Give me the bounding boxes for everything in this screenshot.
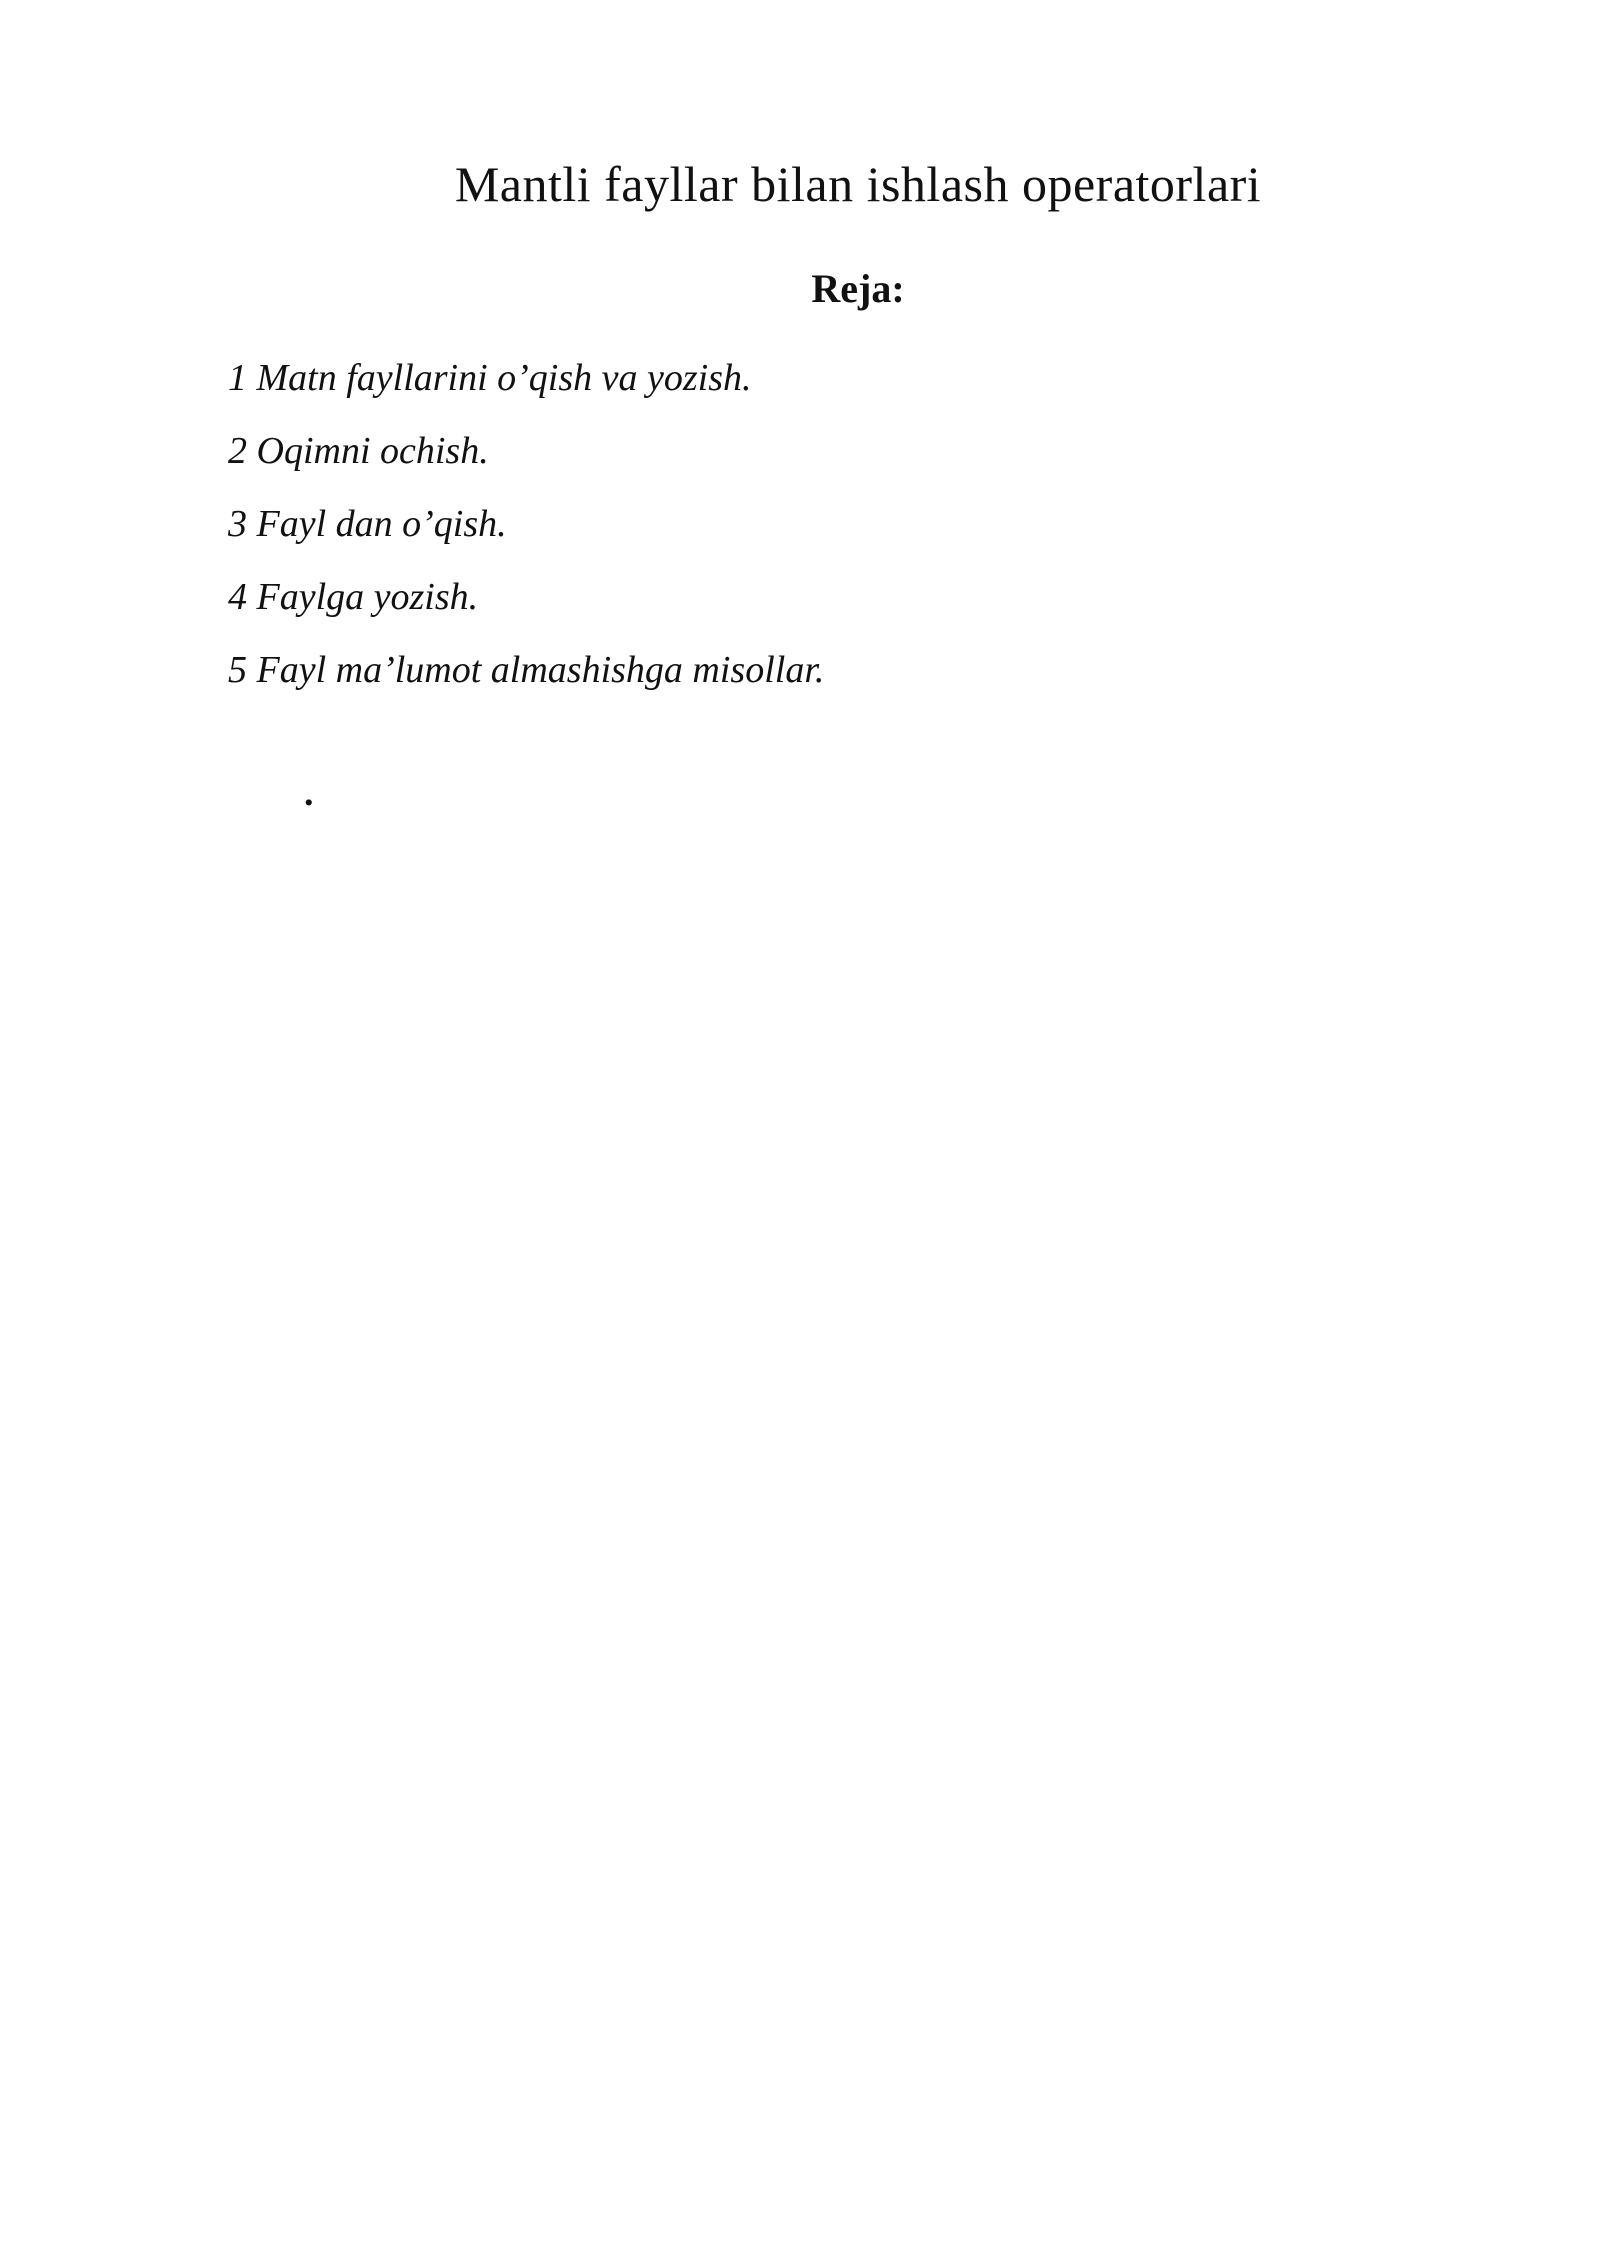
outline-list (228, 356, 1488, 693)
trailing-period: . (304, 771, 314, 814)
list-item: 2 Oqimni ochish. (228, 429, 489, 472)
section-heading-reja: Reja: (811, 265, 905, 311)
list-item: 5 Fayl ma’lumot almashishga misollar. (228, 648, 825, 691)
document-title: Mantli fayllar bilan ishlash operatorlari (454, 156, 1262, 212)
list-item: 4 Faylga yozish. (228, 575, 479, 618)
list-item: 1 Matn fayllarini o’qish va yozish. (228, 356, 752, 399)
list-item: 3 Fayl dan o’qish. (228, 502, 507, 545)
